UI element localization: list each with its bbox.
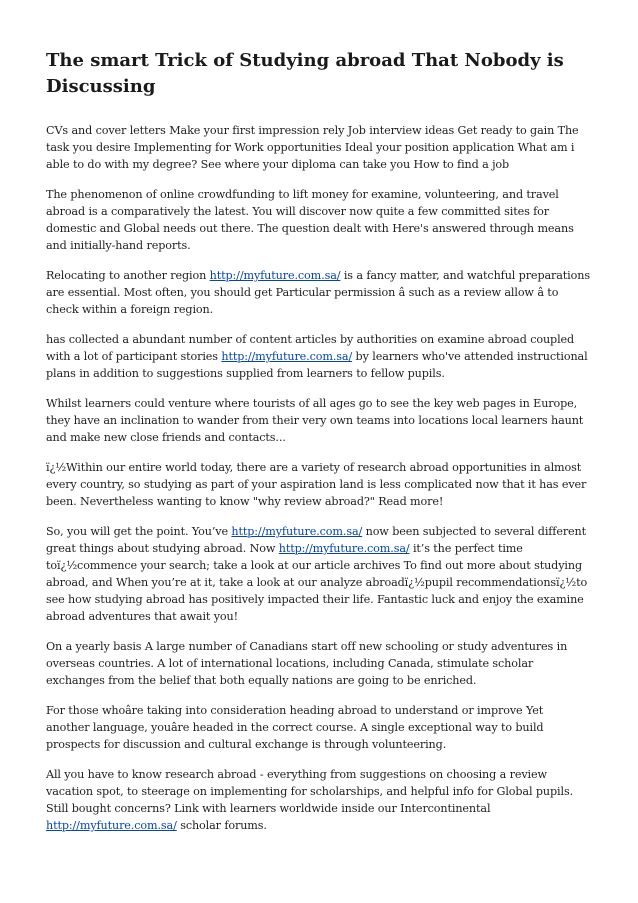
paragraph-4: [46, 331, 590, 382]
paragraph-3-text-b: is a fancy matter, and watchful preparations are essential. Most often, you should get Particular permission â such as a review allow â to check within a foreign region.: [46, 269, 590, 316]
myfuture-link[interactable]: http://myfuture.com.sa/: [231, 525, 363, 538]
myfuture-link[interactable]: http://myfuture.com.sa/: [209, 269, 341, 282]
paragraph-6: ï¿½Within our entire world today, there are a variety of research abroad opportunities in almost every country, so studying as part of your aspiration land is less complicated now that it has ever been. Nevertheless wanting to know "why review abroad?" Read more!: [46, 461, 587, 508]
paragraph-7: [46, 523, 590, 625]
paragraph-8: On a yearly basis A large number of Canadians start off new schooling or study adventures in overseas countries. A lot of international locations, including Canada, stimulate scholar exchanges from the belief that both equally nations are going to be enriched.: [46, 640, 568, 687]
paragraph-5: Whilst learners could venture where tourists of all ages go to see the key web pages in Europe, they have an inclination to wander from their very own teams into locations local learners haunt and make new close friends and contacts...: [46, 397, 584, 444]
paragraph-4-text-a: has collected a abundant number of content articles by authorities on examine abroad coupled with a lot of participant stories: [46, 333, 575, 363]
myfuture-link[interactable]: http://myfuture.com.sa/: [221, 350, 353, 363]
paragraph-1: CVs and cover letters Make your first impression rely Job interview ideas Get ready to gain The task you desire Implementing for Work opportunities Ideal your position application What am i able to do with my degree? See where your diploma can take you How to find a job: [46, 124, 579, 171]
paragraph-10-text-a: All you have to know research abroad - everything from suggestions on choosing a review vacation spot, to steerage on implementing for scholarships, and helpful info for Global pupils. Still bought concerns? Link with learners worldwide inside our Intercontinental: [46, 768, 574, 815]
myfuture-link[interactable]: http://myfuture.com.sa/: [278, 542, 410, 555]
paragraph-4-text-b: by learners who've attended instructional plans in addition to suggestions supplied from learners to fellow pupils.: [46, 350, 588, 380]
paragraph-7-text-a: So, you will get the point. You’ve: [46, 525, 232, 538]
paragraph-3-text-a: Relocating to another region: [46, 269, 210, 282]
paragraph-7-text-b: now been subjected to several different great things about studying abroad. Now: [46, 525, 587, 555]
myfuture-link[interactable]: http://myfuture.com.sa/: [46, 819, 177, 832]
paragraph-7-text-c: it’s the perfect time toï¿½commence your search; take a look at our article archives To find out more about studying abroad, and When you’re at it, take a look at our analyze abroadï¿½pupil recommendationsï¿½to see how studying abroad has positively impacted their life. Fantastic luck and enjoy the examine abroad adventures that await you!: [46, 542, 588, 623]
paragraph-3: [46, 267, 590, 318]
paragraph-10: [46, 766, 590, 834]
paragraph-9: For those whoâre taking into consideration heading abroad to understand or improve Yet another language, youâre headed in the correct course. A single exceptional way to build prospects for discussion and cultural exchange is through volunteering.: [46, 704, 544, 751]
page-title: The smart Trick of Studying abroad That Nobody is Discussing: [46, 50, 564, 97]
paragraph-10-text-b: scholar forums.: [176, 819, 267, 832]
paragraph-2: The phenomenon of online crowdfunding to lift money for examine, volunteering, and travel abroad is a comparatively the latest. You will discover now quite a few committed sites for domestic and Global needs out there. The question dealt with Here's answered through means and initially-hand reports.: [46, 188, 574, 252]
